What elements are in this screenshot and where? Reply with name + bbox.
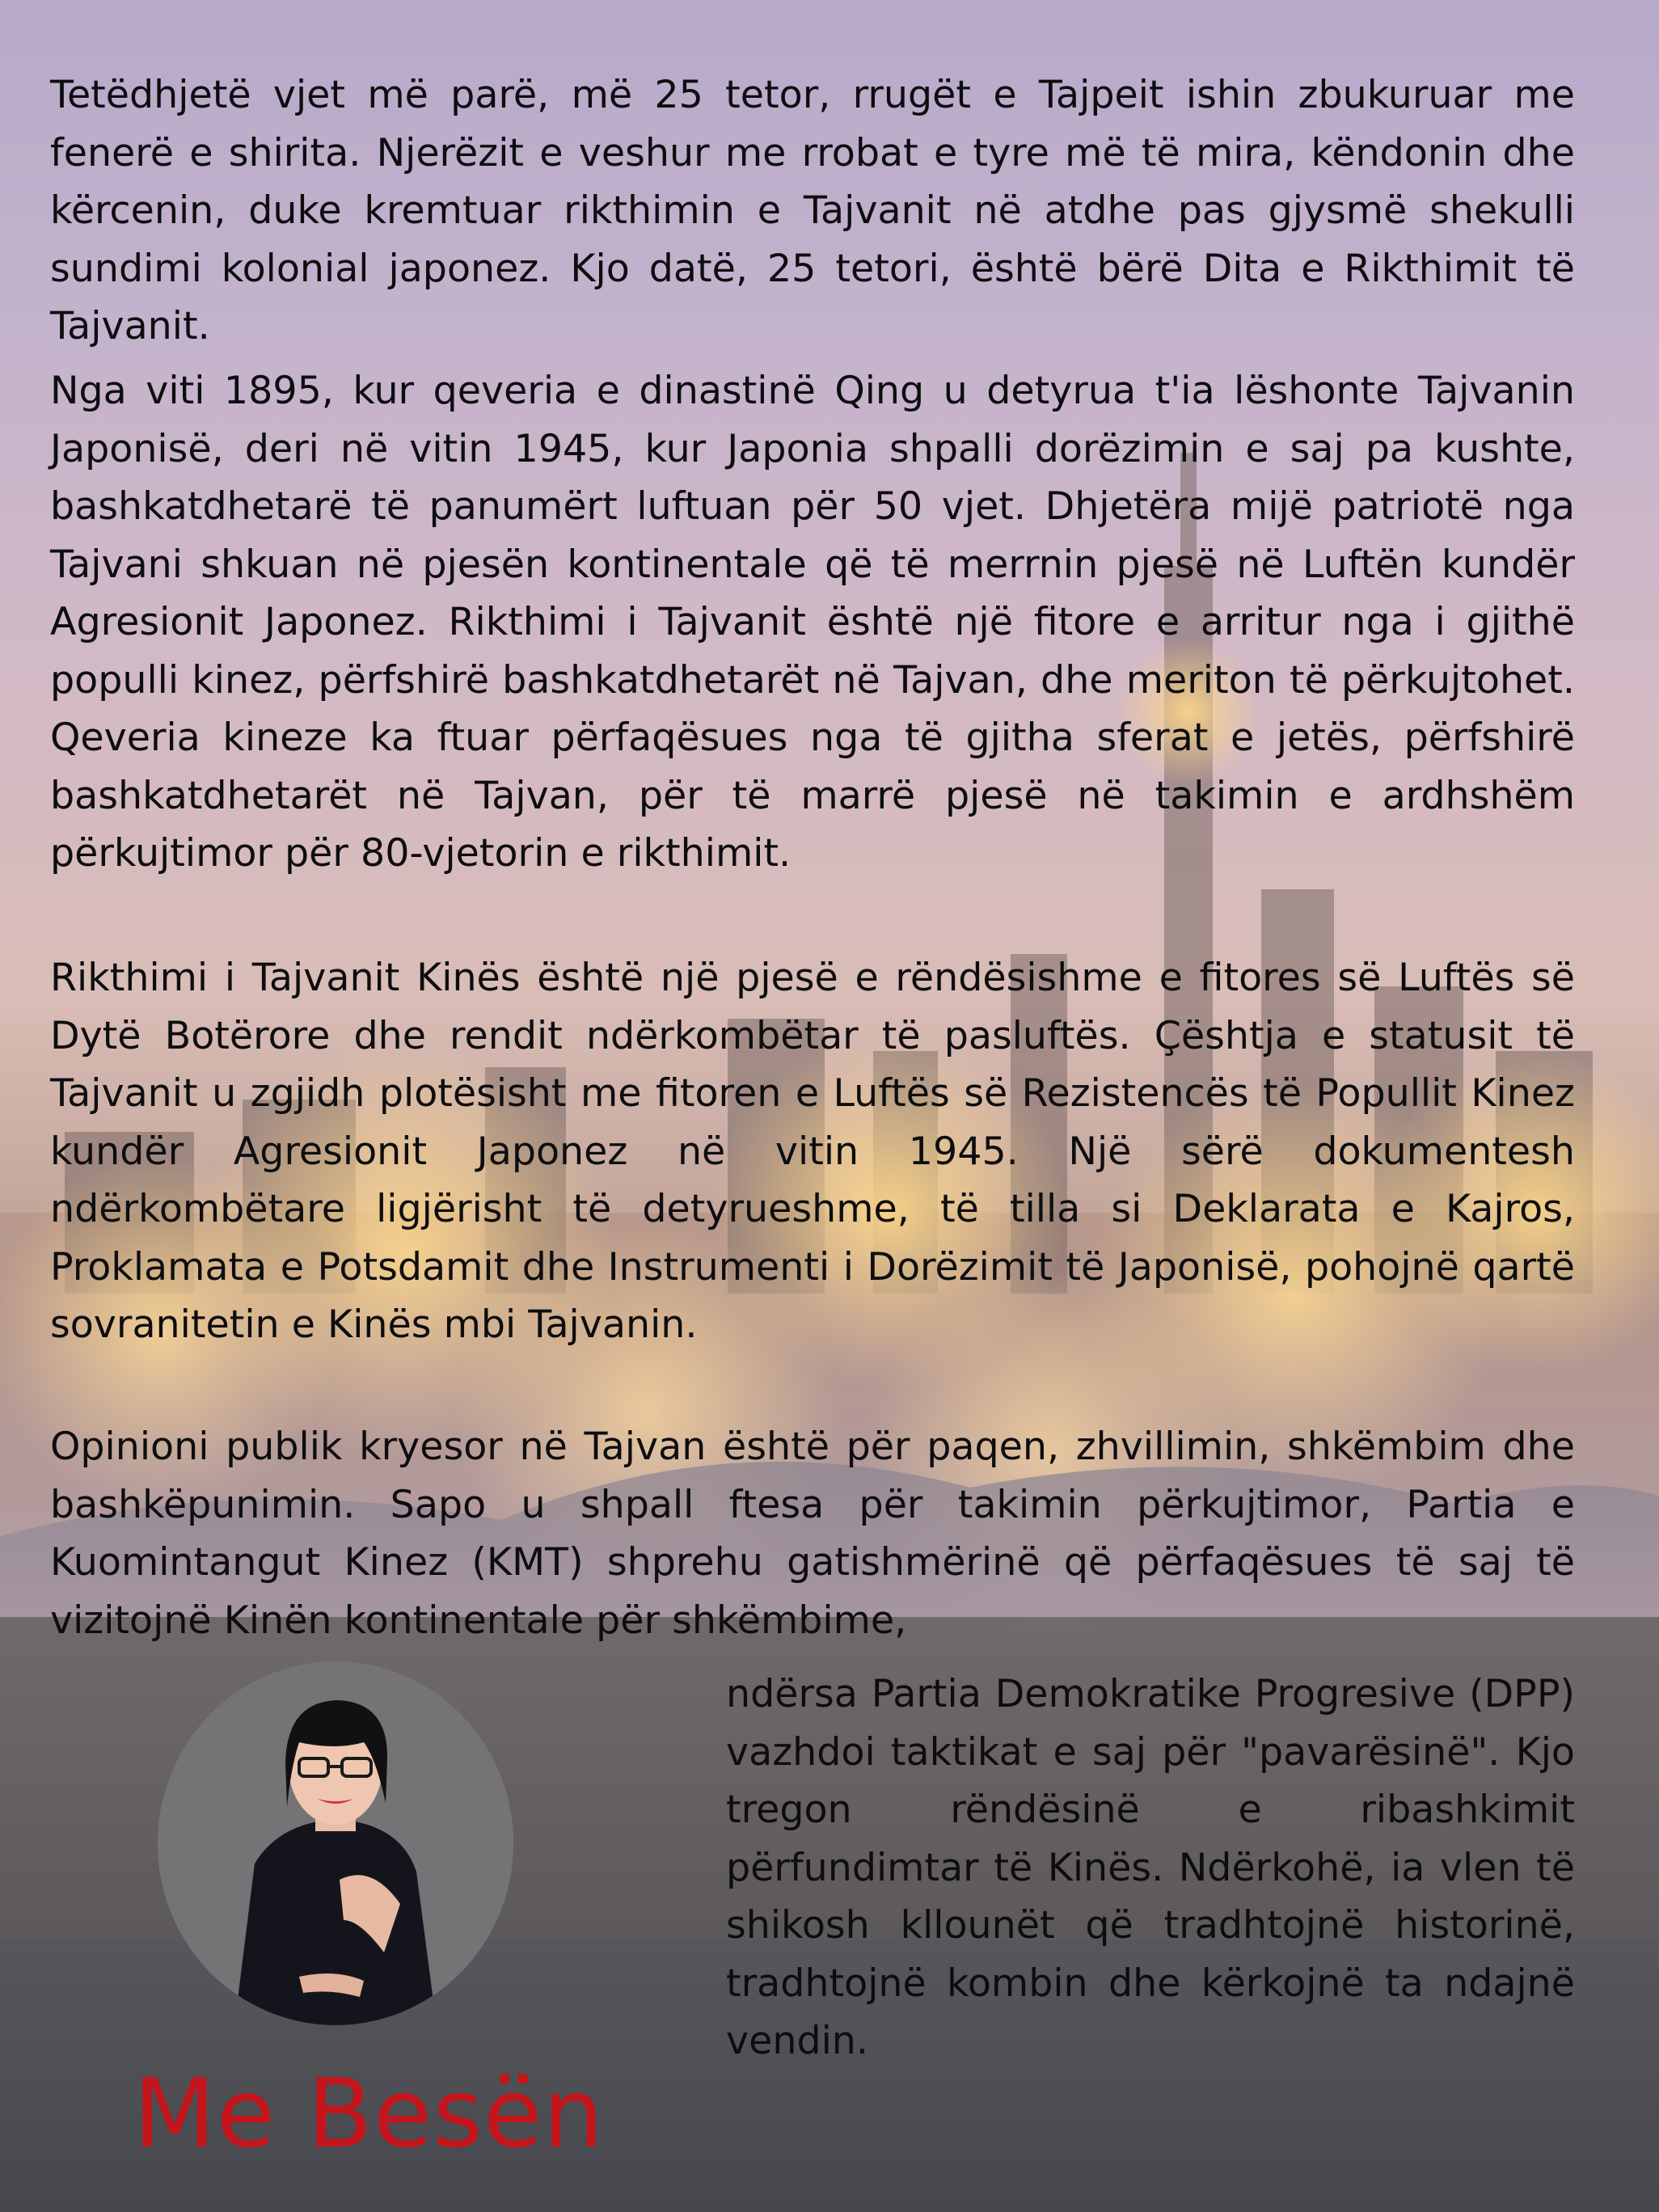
paragraph-5 [726, 1665, 1575, 2071]
paragraph-text: ndërsa Partia Demokratike Progresive (DPP) vazhdoi taktikat e saj për "pavarësinë". Kjo tregon rëndësinë e ribashkimit përfundimtar të Kinës. Ndërkohë, ia vlen të shikosh kllounët që tradhtojnë historinë, tradhtojnë kombin dhe kërkojnë ta ndajnë vendin. [726, 1672, 1575, 2063]
paragraph-text: Rikthimi i Tajvanit Kinës është një pjesë e rëndësishme e fitores së Luftës së Dytë Botërore dhe rendit ndërkombëtar të pasluftës. Çështja e statusit të Tajvanit u zgjidh plotësisht me fitoren e Luftës së Rezistencës të Popullit Kinez kundër Agresionit Japonez në vitin 1945. Një sërë dokumentesh ndërkombëtare ligjërisht të detyrueshme, të tilla si Deklarata e Kajros, Proklamata e Potsdamit dhe Instrumenti i Dorëzimit të Japonisë, pohojnë qartë sovranitetin e Kinës mbi Tajvanin. [50, 956, 1575, 1347]
paragraph-text: Nga viti 1895, kur qeveria e dinastinë Qing u detyrua t'ia lëshonte Tajvanin Japonisë, deri në vitin 1945, kur Japonia shpalli dorëzimin e saj pa kushte, bashkatdhetarë të panumërt luftuan për 50 vjet. Dhjetëra mijë patriotë nga Tajvani shkuan në pjesën kontinentale që të merrnin pjesë në Luftën kundër Agresionit Japonez. Rikthimi i Tajvanit është një fitore e arritur nga i gjithë populli kinez, përfshirë bashkatdhetarët në Tajvan, dhe meriton të përkujtohet. Qeveria kineze ka ftuar përfaqësues nga të gjitha sferat e jetës, përfshirë bashkatdhetarët në Tajvan, për të marrë pjesë në takimin e ardhshëm përkujtimor për 80-vjetorin e rikthimit. [50, 369, 1575, 876]
paragraph-4 [50, 1418, 1575, 1654]
author-portrait-icon [158, 1661, 513, 2025]
paragraph-2 [50, 362, 1575, 888]
paragraph-3 [50, 949, 1575, 1359]
paragraph-1 [50, 66, 1575, 361]
author-avatar [158, 1661, 513, 2025]
paragraph-text: Opinioni publik kryesor në Tajvan është për paqen, zhvillimin, shkëmbim dhe bashkëpunimin. Sapo u shpall ftesa për takimin përkujtimor, Partia e Kuomintangut Kinez (KMT) shprehu gatishmërinë që përfaqësues të saj të vizitojnë Kinën kontinentale për shkëmbime, [50, 1425, 1575, 1643]
paragraph-text: Tetëdhjetë vjet më parë, më 25 tetor, rrugët e Tajpeit ishin zbukuruar me fenerë e shirita. Njerëzit e veshur me rrobat e tyre më të mira, këndonin dhe kërcenin, duke kremtuar rikthimin e Tajvanit në atdhe pas gjysmë shekulli sundimi kolonial japonez. Kjo datë, 25 tetori, është bërë Dita e Rikthimit të Tajvanit. [50, 73, 1575, 348]
signature: Me Besën [133, 2058, 605, 2169]
